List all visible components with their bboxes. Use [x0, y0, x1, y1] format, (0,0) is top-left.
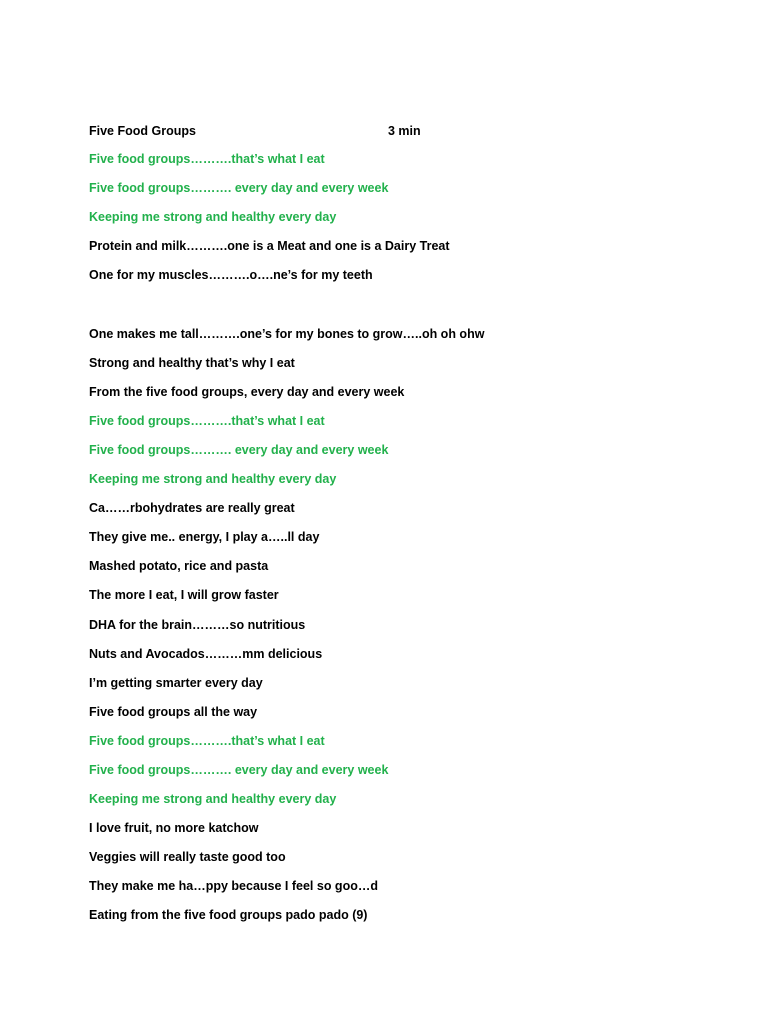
verse-line: They make me ha…ppy because I feel so goo…d [89, 879, 378, 894]
chorus-line: Keeping me strong and healthy every day [89, 792, 337, 807]
chorus-line: Keeping me strong and healthy every day [89, 210, 337, 225]
verse-line: Veggies will really taste good too [89, 850, 286, 865]
chorus-line: Five food groups……….that’s what I eat [89, 733, 325, 748]
verse-line: Protein and milk……….one is a Meat and one is a Dairy Treat [89, 239, 450, 254]
verse-line: The more I eat, I will grow faster [89, 588, 279, 603]
verse-line: One for my muscles……….o….ne’s for my teeth [89, 268, 373, 283]
chorus-line: Five food groups………. every day and every week [89, 442, 389, 457]
verse-line: From the five food groups, every day and every week [89, 384, 405, 399]
blank-line [89, 295, 729, 324]
title-row [89, 121, 689, 141]
verse-line: One makes me tall……….one’s for my bones to grow…..oh oh ohw [89, 326, 485, 341]
chorus-line: Five food groups………. every day and every week [89, 181, 389, 196]
lyrics-list [89, 150, 729, 936]
chorus-line: Five food groups……….that’s what I eat [89, 413, 325, 428]
verse-line: Nuts and Avocados………mm delicious [89, 646, 323, 661]
chorus-line: Five food groups……….that’s what I eat [89, 152, 325, 166]
verse-line: I’m getting smarter every day [89, 675, 263, 690]
song-duration: 3 min [388, 124, 421, 138]
chorus-line: Keeping me strong and healthy every day [89, 472, 337, 487]
verse-line: Five food groups all the way [89, 704, 258, 719]
chorus-line: Five food groups………. every day and every week [89, 762, 389, 777]
verse-line: DHA for the brain………so nutritious [89, 617, 306, 632]
verse-line: Eating from the five food groups pado pado (9) [89, 908, 368, 923]
verse-line: I love fruit, no more katchow [89, 821, 259, 836]
verse-line: Strong and healthy that’s why I eat [89, 355, 295, 370]
song-title: Five Food Groups [89, 124, 196, 138]
verse-line: Ca……rbohydrates are really great [89, 501, 295, 516]
verse-line: Mashed potato, rice and pasta [89, 559, 269, 574]
verse-line: They give me.. energy, I play a…..ll day [89, 530, 320, 545]
